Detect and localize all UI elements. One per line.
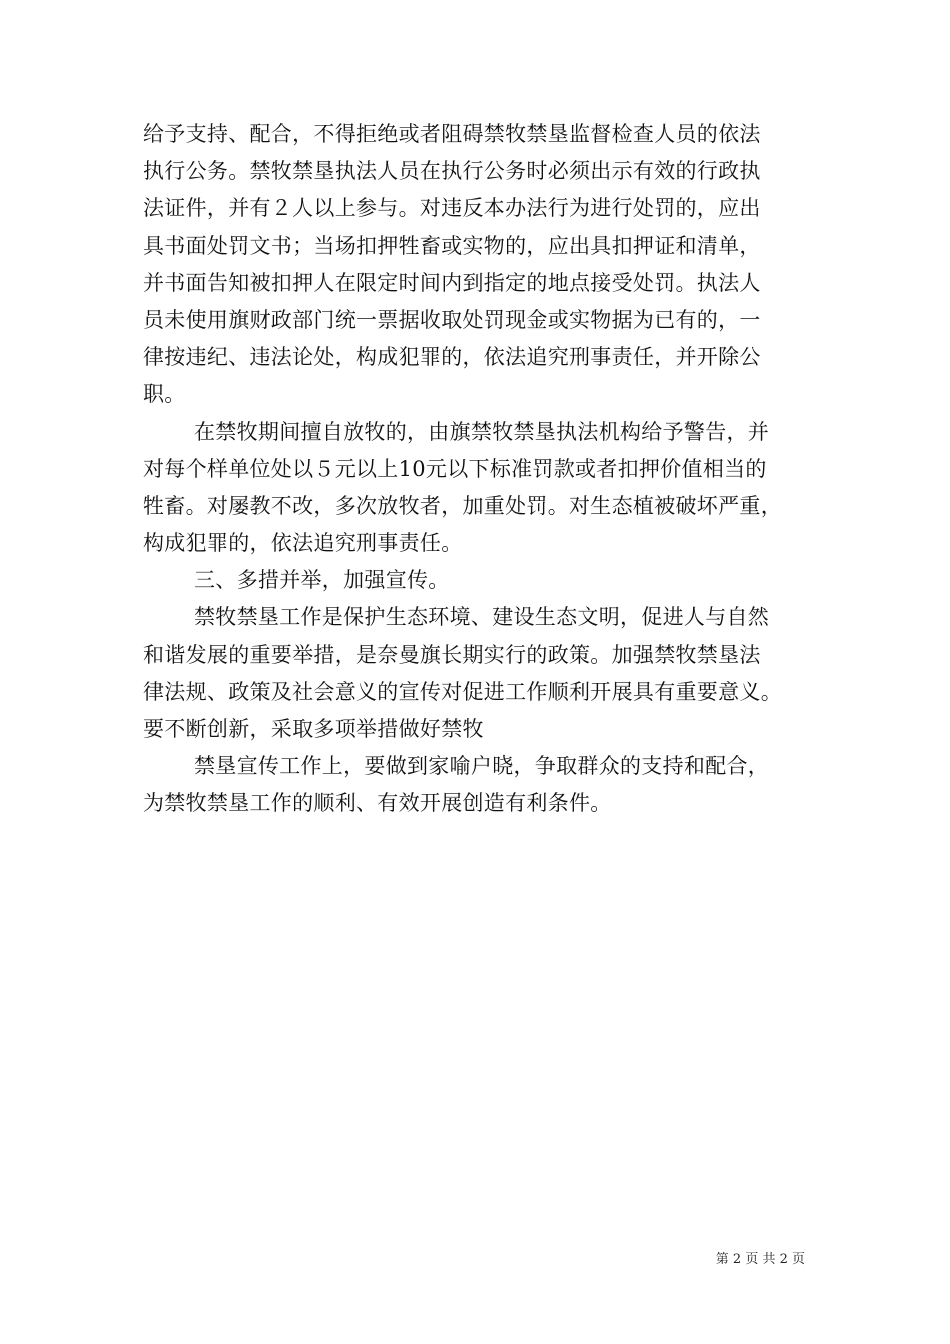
text-line: 律按违纪、违法论处，构成犯罪的，依法追究刑事责任，并开除公 <box>143 345 761 370</box>
paragraph-start-line: 禁垦宣传工作上，要做到家喻户晓，争取群众的支持和配合， <box>194 754 770 779</box>
page-number-footer: 第 2 页 共 2 页 <box>715 1252 805 1267</box>
body-text <box>143 116 823 823</box>
text-line: 给予支持、配合，不得拒绝或者阻碍禁牧禁垦监督检查人员的依法 <box>143 122 761 146</box>
text-line: 为禁牧禁垦工作的顺利、有效开展创造有利条件。 <box>143 791 612 816</box>
paragraph-start-line: 在禁牧期间擅自放牧的，由旗禁牧禁垦执法机构给予警告，并 <box>194 419 770 444</box>
text-line: 构成犯罪的，依法追究刑事责任。 <box>143 531 463 556</box>
text-line: 职。 <box>143 382 186 407</box>
text-line: 律法规、政策及社会意义的宣传对促进工作顺利开展具有重要意义。 <box>143 679 782 704</box>
text-line: 和谐发展的重要举措，是奈曼旗长期实行的政策。加强禁牧禁垦法 <box>143 642 761 667</box>
text-line: 并书面告知被扣押人在限定时间内到指定的地点接受处罚。执法人 <box>143 270 761 295</box>
text-line: 执行公务。禁牧禁垦执法人员在执行公务时必须出示有效的行政执 <box>143 159 761 184</box>
paragraph-start-line: 禁牧禁垦工作是保护生态环境、建设生态文明，促进人与自然 <box>194 605 770 630</box>
section-heading: 三、多措并举，加强宣传。 <box>194 568 450 593</box>
text-line: 法证件，并有２人以上参与。对违反本办法行为进行处罚的，应出 <box>143 196 761 221</box>
text-line: 具书面处罚文书；当场扣押牲畜或实物的，应出具扣押证和清单， <box>143 233 761 258</box>
text-line: 要不断创新，采取多项举措做好禁牧 <box>143 717 484 741</box>
text-line: 员未使用旗财政部门统一票据收取处罚现金或实物据为已有的，一 <box>143 307 761 332</box>
text-line: 对每个样单位处以５元以上10元以下标准罚款或者扣押价值相当的 <box>143 456 767 481</box>
text-line: 牲畜。对屡教不改，多次放牧者，加重处罚。对生态植被破坏严重， <box>143 493 782 518</box>
